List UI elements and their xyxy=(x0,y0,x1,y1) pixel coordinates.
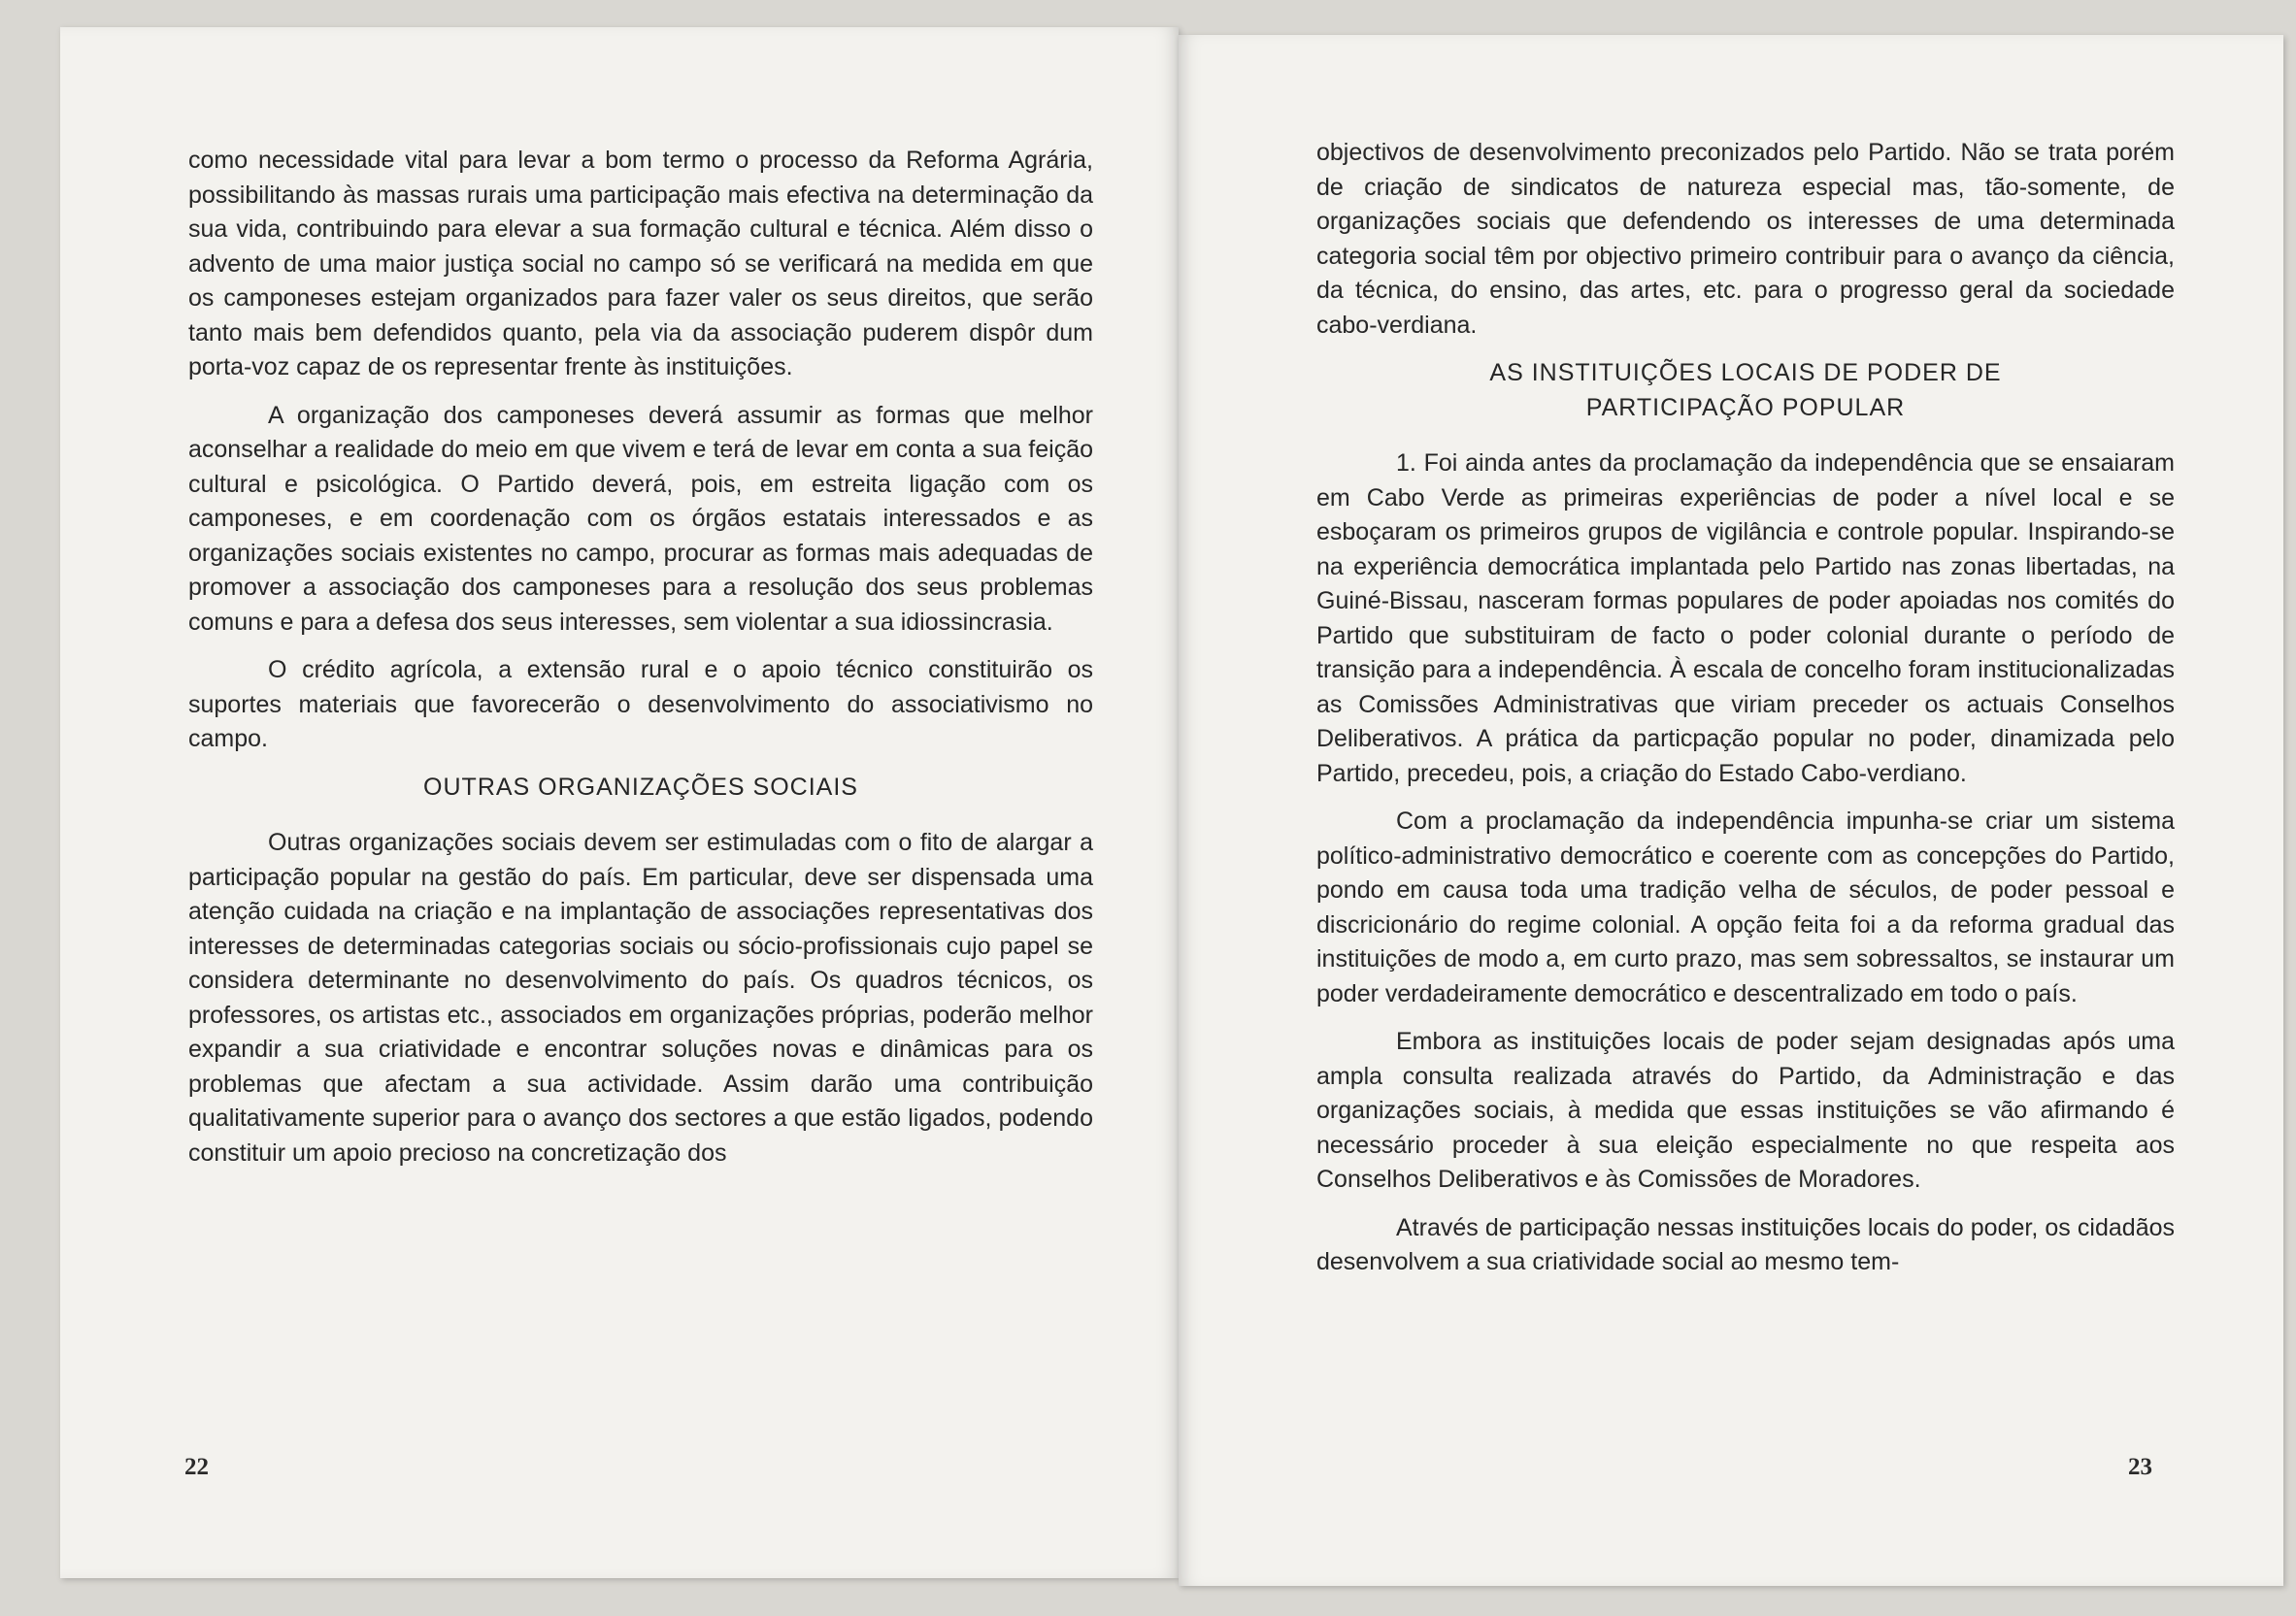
section-heading-line: AS INSTITUIÇÕES LOCAIS DE PODER DE xyxy=(1489,359,2002,386)
section-heading: OUTRAS ORGANIZAÇÕES SOCIAIS xyxy=(423,773,858,801)
page-number: 23 xyxy=(2128,1454,2152,1480)
section-heading-line: PARTICIPAÇÃO POPULAR xyxy=(1585,393,1906,421)
paragraph: Embora as instituições locais de poder sejam designadas após uma ampla consulta realizada através do Partido, da Administração e das organizações sociais, à medida que essas instituições se vão afirmando é necessário proceder à sua eleição especialmente no que respeita aos Conselhos Deliberativos e às Comissões de Moradores. xyxy=(1316,1028,2175,1193)
paragraph: como necessidade vital para levar a bom termo o processo da Reforma Agrária, possibilitando às massas rurais uma participação mais efectiva na determinação da sua vida, contribuindo para elevar a sua formação cultural e técnica. Além disso o advento de uma maior justiça social no campo só se verificará na medida em que os camponeses estejam organizados para fazer valer os seus direitos, que serão tanto mais bem defendidos quanto, pela via da associação puderem dispôr dum porta-voz capaz de os representar frente às instituições. xyxy=(188,147,1093,380)
paragraph: A organização dos camponeses deverá assumir as formas que melhor aconselhar a realidade do meio em que vivem e terá de levar em conta a sua feição cultural e psicológica. O Partido deverá, pois, em estreita ligação com os camponeses, e em coordenação com os órgãos estatais interessados e as organizações sociais existentes no campo, procurar as formas mais adequadas de promover a associação dos camponeses para a resolução dos seus problemas comuns e para a defesa dos seus interesses, sem violentar a sua idiossincrasia. xyxy=(188,401,1093,636)
section-heading xyxy=(1316,356,2175,425)
page-number: 22 xyxy=(184,1454,209,1480)
paragraph: 1. Foi ainda antes da proclamação da independência que se ensaiaram em Cabo Verde as primeiras experiências de poder a nível local e se esboçaram os primeiros grupos de vigilância e controle popular. Inspirando-se na experiência democrática implantada pelo Partido nas zonas libertadas, na Guiné-Bissau, nasceram formas populares de poder apoiadas nos comités do Partido que substituiram de facto o poder colonial durante o período de transição para a independência. À escala de concelho foram institucionalizadas as Comissões Administrativas que viriam preceder os actuais Conselhos Deliberativos. A prática da particpação popular no poder, dinamizada pelo Partido, precedeu, pois, a criação do Estado Cabo-verdiano. xyxy=(1316,449,2175,787)
paragraph: O crédito agrícola, a extensão rural e o apoio técnico constituirão os suportes materiais que favorecerão o desenvolvimento do associativismo no campo. xyxy=(188,656,1093,752)
paragraph: objectivos de desenvolvimento preconizados pelo Partido. Não se trata porém de criação de sindicatos de natureza especial mas, tão-somente, de organizações sociais que defendendo os interesses de uma determinada categoria social têm por objectivo primeiro contribuir para o avanço da ciência, da técnica, do ensino, das artes, etc. para o progresso geral da sociedade cabo-verdiana. xyxy=(1316,139,2175,339)
right-page xyxy=(1179,35,2283,1586)
left-page xyxy=(60,27,1179,1578)
paragraph: Através de participação nessas instituições locais do poder, os cidadãos desenvolvem a sua criatividade social ao mesmo tem- xyxy=(1316,1213,2175,1275)
right-page-text xyxy=(1316,136,2175,1280)
paragraph: Com a proclamação da independência impunha-se criar um sistema político-administrativo democrático e coerente com as concepções do Partido, pondo em causa toda uma tradição velha de séculos, de poder pessoal e discricionário do regime colonial. A opção feita foi a da reforma gradual das instituições de modo a, em curto prazo, mas sem sobressaltos, se instaurar um poder verdadeiramente democrático e descentralizado em todo o país. xyxy=(1316,808,2175,1007)
left-page-text xyxy=(188,144,1093,1171)
paragraph: Outras organizações sociais devem ser estimuladas com o fito de alargar a participação popular na gestão do país. Em particular, deve ser dispensada uma atenção cuidada na criação e na implantação de associações representativas dos interesses de determinadas categorias sociais ou sócio-profissionais cujo papel se considera determinante no desenvolvimento do país. Os quadros técnicos, os professores, os artistas etc., associados em organizações próprias, poderão melhor expandir a sua criatividade e encontrar soluções novas e dinâmicas para os problemas que afectam a sua actividade. Assim darão uma contribuição qualitativamente superior para o avanço dos sectores a que estão ligados, podendo constituir um apoio precioso na concretização dos xyxy=(188,829,1093,1167)
